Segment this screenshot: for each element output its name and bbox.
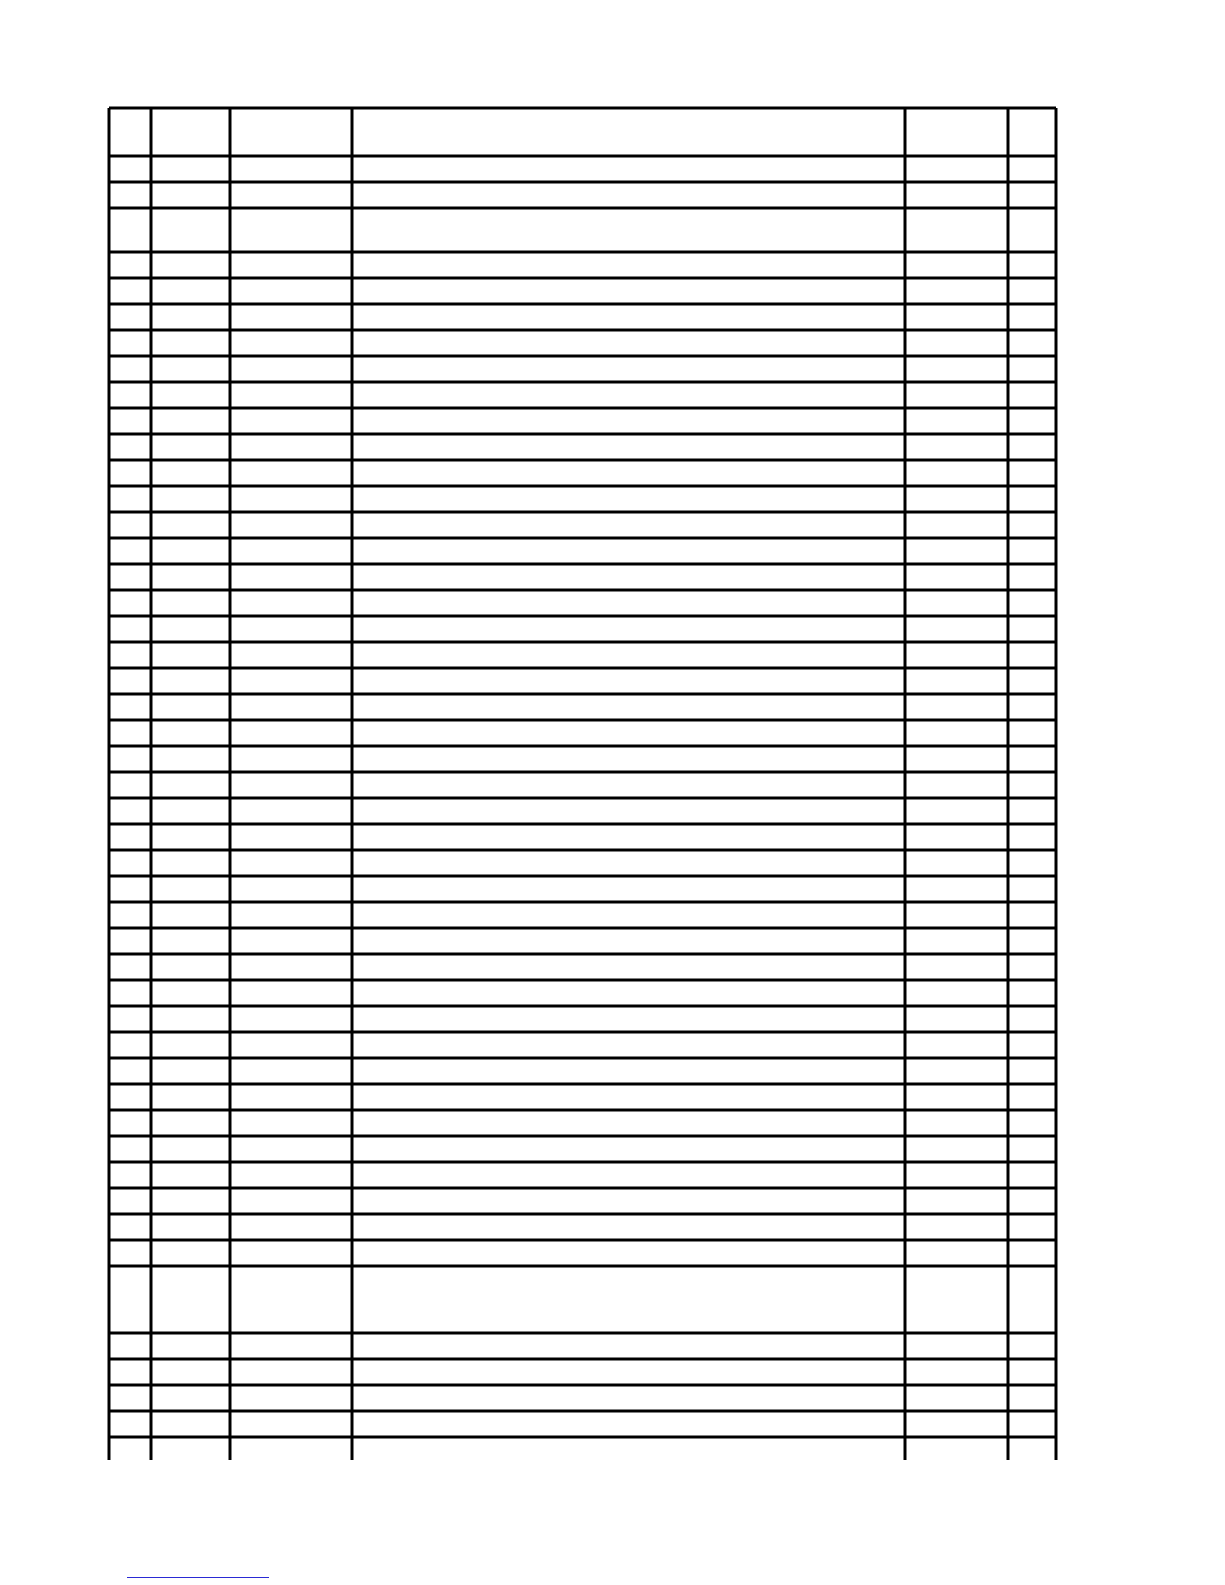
footer-link-underline[interactable] — [127, 1577, 269, 1578]
